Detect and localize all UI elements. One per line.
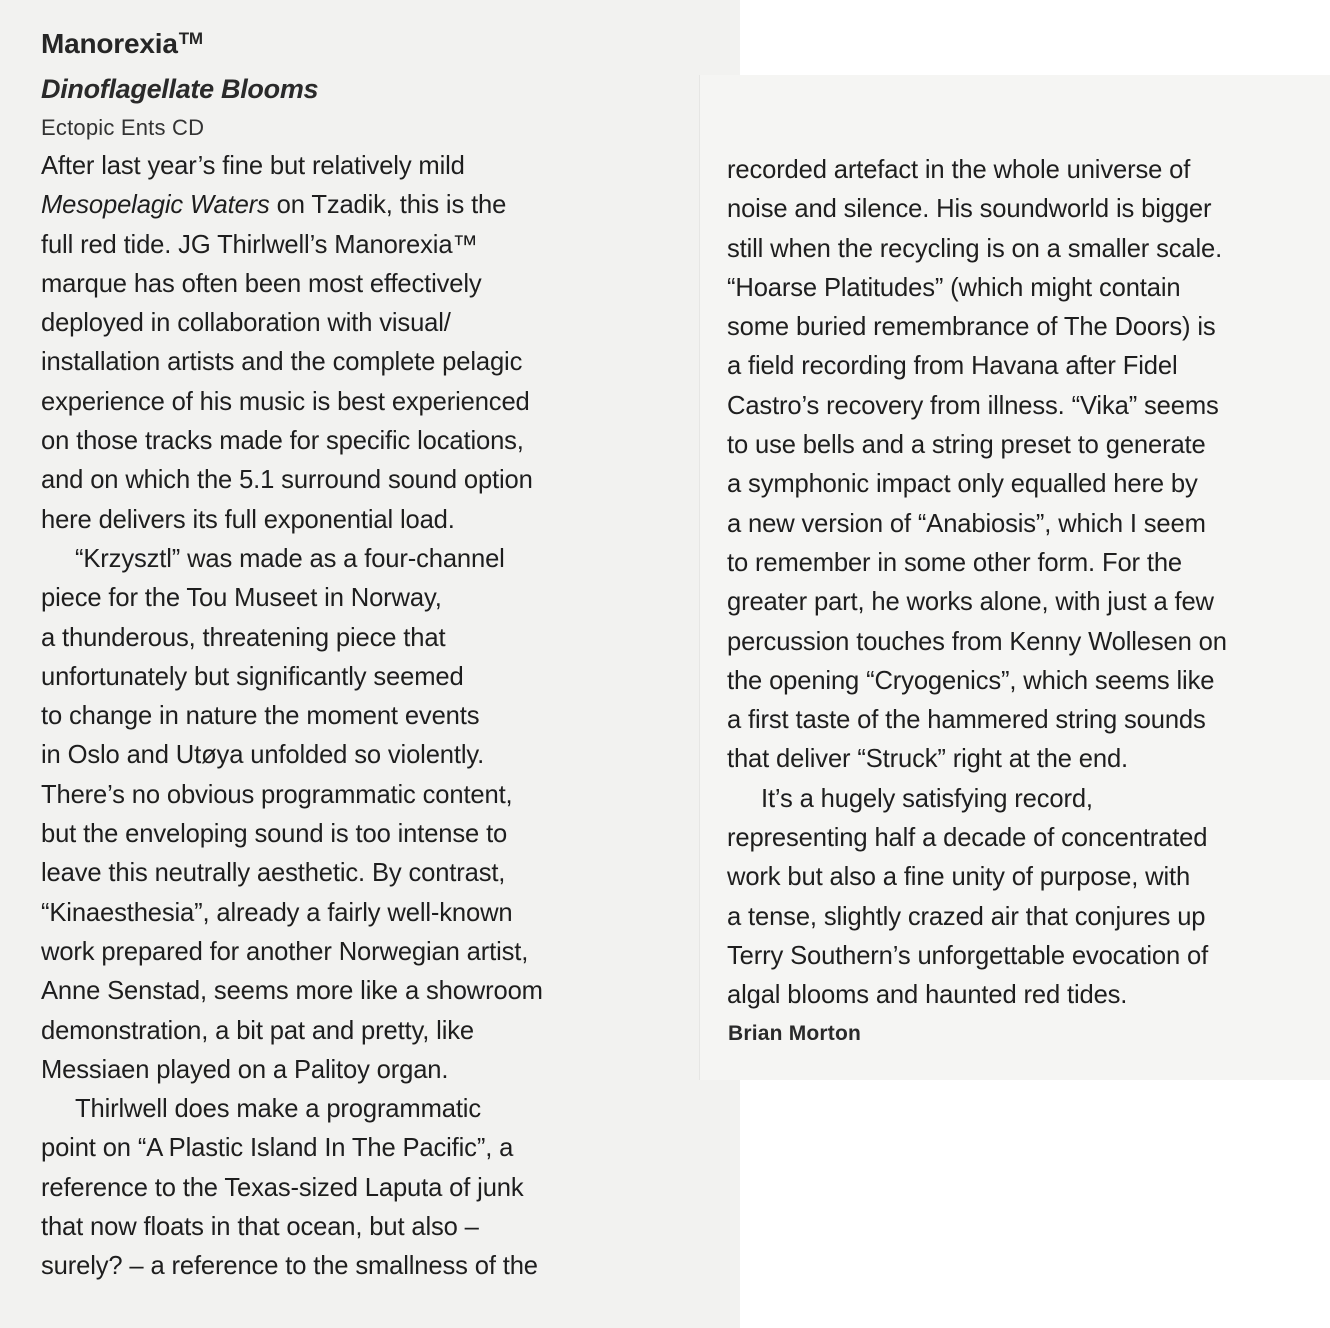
text-line: There’s no obvious programmatic content, [41,780,513,809]
text-line: here delivers its full exponential load. [41,505,455,534]
text-line: a new version of “Anabiosis”, which I seem [727,509,1206,538]
text-line: full red tide. JG Thirlwell’s Manorexia™ [41,230,478,259]
text-line: a thunderous, threatening piece that [41,623,446,652]
text-line: a tense, slightly crazed air that conjures up [727,902,1206,931]
text-line: a symphonic impact only equalled here by [727,470,1198,499]
review-column-right [727,151,1327,1016]
album-title: Dinoflagellate Blooms [41,74,319,104]
text-line: percussion touches from Kenny Wollesen on [727,627,1227,656]
text-line: surely? – a reference to the smallness of the [41,1252,538,1281]
text-line: reference to the Texas-sized Laputa of junk [41,1173,524,1202]
text-line: a first taste of the hammered string sounds [727,706,1206,735]
text-line: the opening “Cryogenics”, which seems like [727,666,1215,695]
paragraph-start-line: “Krzysztl” was made as a four-channel [75,544,505,573]
release-label: Ectopic Ents CD [41,115,205,140]
text-line: Messiaen played on a Palitoy organ. [41,1055,449,1084]
text-line: Mesopelagic Waters on Tzadik, this is the [41,191,507,220]
text-line: unfortunately but significantly seemed [41,662,464,691]
paragraph-start-line: It’s a hugely satisfying record, [761,784,1093,813]
text-line: “Hoarse Platitudes” (which might contain [727,273,1181,302]
text-line: leave this neutrally aesthetic. By contrast, [41,859,506,888]
text-line: still when the recycling is on a smaller scale. [727,234,1223,263]
text-line: in Oslo and Utøya unfolded so violently. [41,741,485,770]
text-line: “Kinaesthesia”, already a fairly well-known [41,898,513,927]
text-line: demonstration, a bit pat and pretty, like [41,1016,474,1045]
paragraph-start-line: Thirlwell does make a programmatic [75,1095,481,1124]
text-line: installation artists and the complete pelagic [41,348,523,377]
text-line: and on which the 5.1 surround sound option [41,466,533,495]
text-line: piece for the Tou Museet in Norway, [41,584,442,613]
text-line: algal blooms and haunted red tides. [727,981,1128,1010]
trademark-mark: TM [178,29,203,48]
text-line: greater part, he works alone, with just a few [727,588,1214,617]
reviewer-byline: Brian Morton [728,1022,862,1045]
text-line: work but also a fine unity of purpose, with [727,863,1191,892]
text-line: work prepared for another Norwegian artist, [41,937,529,966]
text-line: marque has often been most effectively [41,269,482,298]
text-line: Terry Southern’s unforgettable evocation of [727,941,1209,970]
text-line: point on “A Plastic Island In The Pacific”, a [41,1134,514,1163]
text-line: that now floats in that ocean, but also – [41,1213,479,1242]
text-line: but the enveloping sound is too intense to [41,820,508,849]
artist-title: Manorexia™ [41,28,203,59]
text-line: a field recording from Havana after Fidel [727,352,1178,381]
text-line: Anne Senstad, seems more like a showroom [41,977,543,1006]
text-line: some buried remembrance of The Doors) is [727,313,1216,342]
album-reference: Mesopelagic Waters [41,191,270,220]
text-line: to change in nature the moment events [41,702,480,731]
text-line: that deliver “Struck” right at the end. [727,745,1129,774]
text-line: to use bells and a string preset to generate [727,431,1206,460]
text-line: Castro’s recovery from illness. “Vika” seems [727,391,1219,420]
text-line: experience of his music is best experienced [41,387,530,416]
text-line: representing half a decade of concentrated [727,824,1208,853]
text-line: recorded artefact in the whole universe of [727,156,1191,184]
text-line: deployed in collaboration with visual/ [41,309,451,338]
text-line: After last year’s fine but relatively mild [41,152,465,180]
text-line: to remember in some other form. For the [727,548,1183,577]
text-line: on those tracks made for specific locations, [41,427,524,456]
text-line: noise and silence. His soundworld is bigger [727,195,1212,224]
review-column-left [41,147,731,1287]
